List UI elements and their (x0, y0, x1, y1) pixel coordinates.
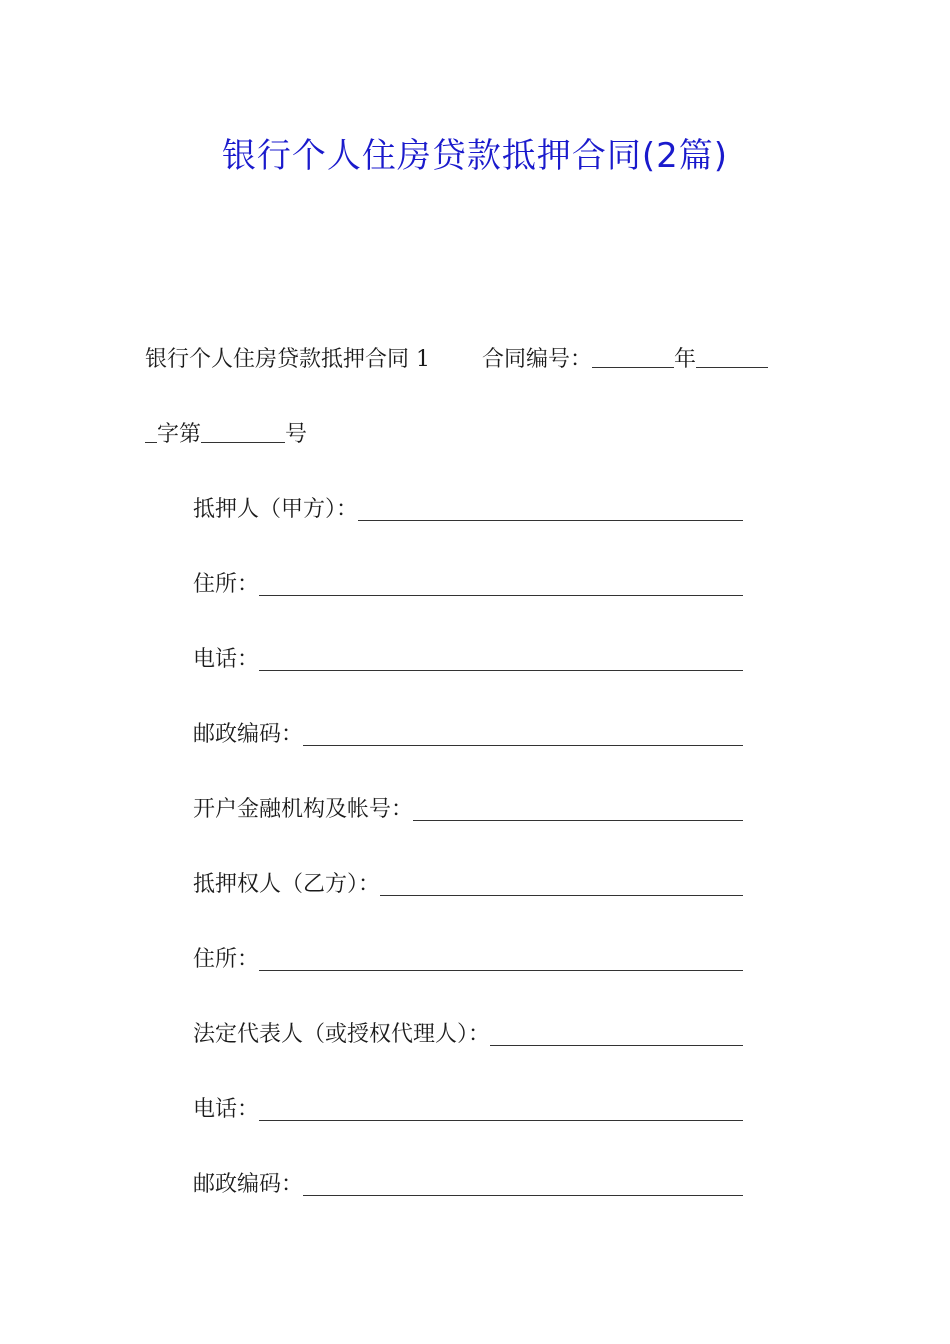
contract-header-line-2 (145, 420, 307, 450)
field-blank[interactable] (303, 723, 743, 746)
field-mortgagee-address (193, 945, 743, 975)
contract-name: 银行个人住房贷款抵押合同 1 (145, 347, 430, 372)
field-blank[interactable] (413, 798, 743, 821)
field-label: 住所： (193, 947, 260, 972)
field-mortgagee-postcode (193, 1170, 743, 1200)
field-mortgagor-phone (193, 645, 743, 675)
field-label: 法定代表人（或授权代理人）： (193, 1022, 491, 1047)
document-title: 银行个人住房贷款抵押合同(2篇) (221, 136, 729, 176)
field-blank[interactable] (259, 948, 743, 971)
field-mortgagor (193, 495, 743, 525)
contract-header-line-1 (145, 345, 768, 375)
field-mortgagee-phone (193, 1095, 743, 1125)
char-label: 字第 (157, 422, 202, 447)
year-label: 年 (674, 347, 697, 372)
field-blank[interactable] (259, 573, 743, 596)
field-blank[interactable] (380, 873, 743, 896)
field-legal-representative (193, 1020, 743, 1050)
contract-no-blank[interactable] (592, 345, 674, 368)
char-prefix-blank[interactable] (145, 420, 157, 443)
field-label: 电话： (193, 1097, 260, 1122)
field-label: 电话： (193, 647, 260, 672)
field-label: 邮政编码： (193, 1172, 304, 1197)
field-mortgagor-address (193, 570, 743, 600)
char-no-blank[interactable] (201, 420, 285, 443)
field-mortgagee (193, 870, 743, 900)
year-blank[interactable] (696, 345, 768, 368)
field-blank[interactable] (490, 1023, 743, 1046)
field-label: 抵押人（甲方）： (193, 497, 359, 522)
field-label: 抵押权人（乙方）： (193, 872, 381, 897)
field-label: 开户金融机构及帐号： (193, 797, 414, 822)
field-mortgagor-postcode (193, 720, 743, 750)
field-blank[interactable] (259, 1098, 743, 1121)
field-blank[interactable] (303, 1173, 743, 1196)
field-blank[interactable] (259, 648, 743, 671)
no-label: 号 (285, 422, 308, 447)
field-label: 邮政编码： (193, 722, 304, 747)
contract-no-label: 合同编号： (482, 347, 593, 372)
field-bank-account (193, 795, 743, 825)
field-blank[interactable] (358, 498, 743, 521)
field-label: 住所： (193, 572, 260, 597)
